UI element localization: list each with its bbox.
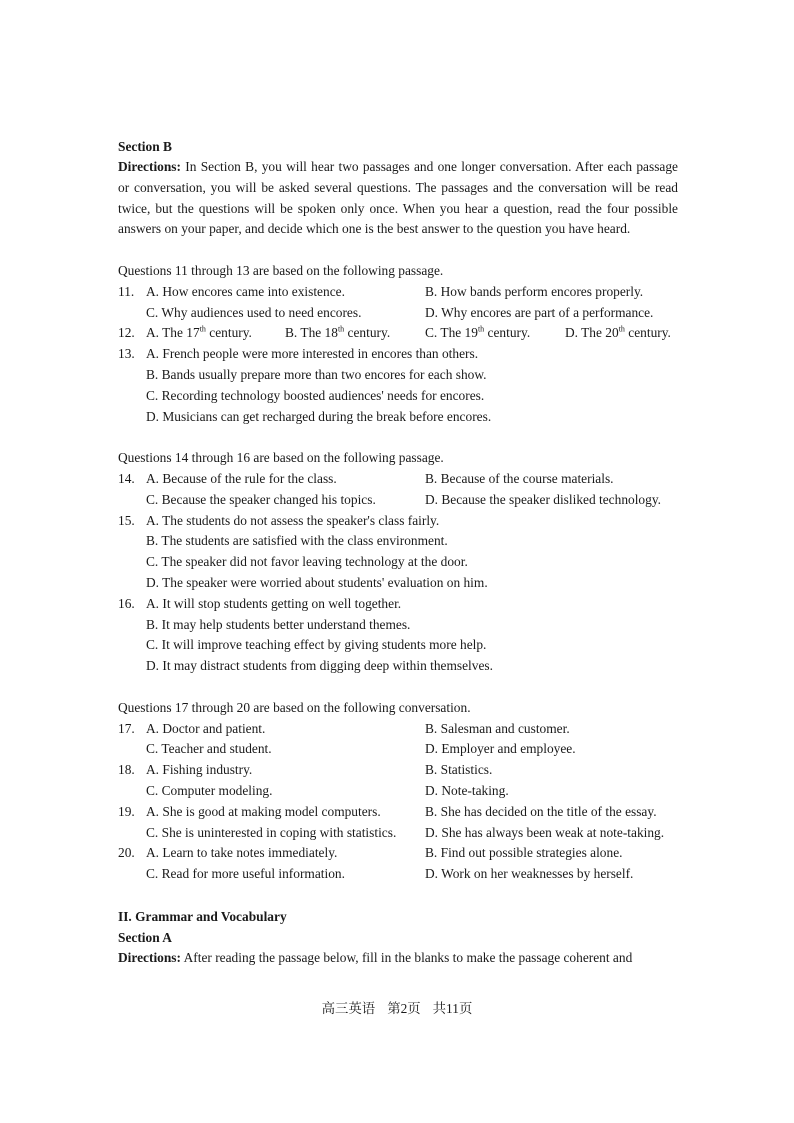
directions-text: In Section B, you will hear two passages and one longer conversation. After each passage or conversation, you will be asked several questions. The passages and the conversation will be read twice, but the questions will be spoken only once. When you hear a question, read the four possible answers on your paper, and decide which one is the best answer to the question you have heard. [118, 159, 678, 237]
option-a: A. Doctor and patient. [146, 720, 266, 736]
option-b: B. It may help students better understand themes. [146, 616, 411, 632]
option-d: D. Why encores are part of a performance. [425, 304, 654, 320]
group-intro: Questions 17 through 20 are based on the following conversation. [118, 699, 471, 715]
question-14 [118, 469, 678, 511]
question-number: 16. [118, 595, 135, 611]
option-c: C. The speaker did not favor leaving technology at the door. [146, 554, 468, 570]
option-d: D. Employer and employee. [425, 741, 576, 757]
question-number: 12. [118, 325, 135, 341]
option-d: D. Note-taking. [425, 782, 509, 798]
option-d: D. She has always been weak at note-taking. [425, 824, 665, 840]
option-c: C. Computer modeling. [146, 782, 273, 798]
question-number: 11. [118, 283, 135, 299]
section-b-title: Section B [118, 139, 172, 154]
question-number: 20. [118, 845, 135, 861]
question-17 [118, 719, 678, 761]
option-a: A. How encores came into existence. [146, 283, 345, 299]
question-19 [118, 802, 678, 844]
footer-subject: 高三英语 [321, 1001, 376, 1016]
directions-label: Directions: [118, 949, 181, 965]
option-b: B. She has decided on the title of the essay. [425, 803, 657, 819]
option-c: C. The 19th century. [425, 324, 531, 341]
option-a: A. Learn to take notes immediately. [146, 845, 338, 861]
option-d: D. Musicians can get recharged during the break before encores. [146, 408, 492, 424]
question-11 [118, 282, 678, 324]
directions-label: Directions: [118, 159, 181, 174]
option-a: A. French people were more interested in encores than others. [146, 346, 479, 362]
option-b: B. How bands perform encores properly. [425, 283, 644, 299]
option-b: B. The students are satisfied with the class environment. [146, 533, 448, 549]
question-15 [118, 511, 678, 594]
question-number: 18. [118, 762, 135, 778]
option-d: D. Work on her weaknesses by herself. [425, 866, 634, 882]
option-a: A. Fishing industry. [146, 762, 253, 778]
group-intro: Questions 11 through 13 are based on the following passage. [118, 262, 444, 278]
page-footer [0, 999, 794, 1019]
part-ii-heading: II. Grammar and Vocabulary [118, 908, 287, 924]
option-b: B. Salesman and customer. [425, 720, 570, 736]
option-c: C. Because the speaker changed his topics. [146, 491, 376, 507]
question-number: 17. [118, 720, 135, 736]
option-c: C. Recording technology boosted audiences' needs for encores. [146, 387, 485, 403]
question-number: 15. [118, 512, 135, 528]
section-b-directions [118, 157, 678, 240]
option-a: A. She is good at making model computers. [146, 803, 381, 819]
question-16 [118, 594, 678, 677]
question-20 [118, 843, 678, 885]
footer-page: 第2页 [387, 1001, 421, 1016]
option-d: D. The 20th century. [565, 324, 671, 341]
section-a-title: Section A [118, 929, 172, 945]
question-number: 19. [118, 803, 135, 819]
option-b: B. Bands usually prepare more than two encores for each show. [146, 366, 487, 382]
question-13 [118, 344, 678, 427]
option-b: B. The 18th century. [285, 324, 391, 341]
option-d: D. It may distract students from digging deep within themselves. [146, 658, 493, 674]
question-number: 14. [118, 470, 135, 486]
option-c: C. She is uninterested in coping with statistics. [146, 824, 397, 840]
section-a-directions [118, 948, 678, 969]
option-d: D. The speaker were worried about students' evaluation on him. [146, 574, 488, 590]
option-c: C. Read for more useful information. [146, 866, 345, 882]
directions-text: After reading the passage below, fill in the blanks to make the passage coherent and [180, 949, 633, 965]
footer-total: 共11页 [432, 1001, 473, 1016]
question-12 [118, 323, 678, 344]
question-number: 13. [118, 346, 135, 362]
option-b: B. Statistics. [425, 762, 493, 778]
option-c: C. Why audiences used to need encores. [146, 304, 362, 320]
option-d: D. Because the speaker disliked technology. [425, 491, 661, 507]
option-b: B. Find out possible strategies alone. [425, 845, 623, 861]
option-a: A. The students do not assess the speaker's class fairly. [146, 512, 440, 528]
option-c: C. Teacher and student. [146, 741, 272, 757]
option-a: A. Because of the rule for the class. [146, 470, 337, 486]
option-a: A. It will stop students getting on well together. [146, 595, 402, 611]
option-c: C. It will improve teaching effect by giving students more help. [146, 637, 487, 653]
group-intro: Questions 14 through 16 are based on the following passage. [118, 450, 444, 466]
exam-page [118, 136, 678, 968]
option-a: A. The 17th century. [146, 324, 252, 341]
option-b: B. Because of the course materials. [425, 470, 614, 486]
question-18 [118, 760, 678, 802]
